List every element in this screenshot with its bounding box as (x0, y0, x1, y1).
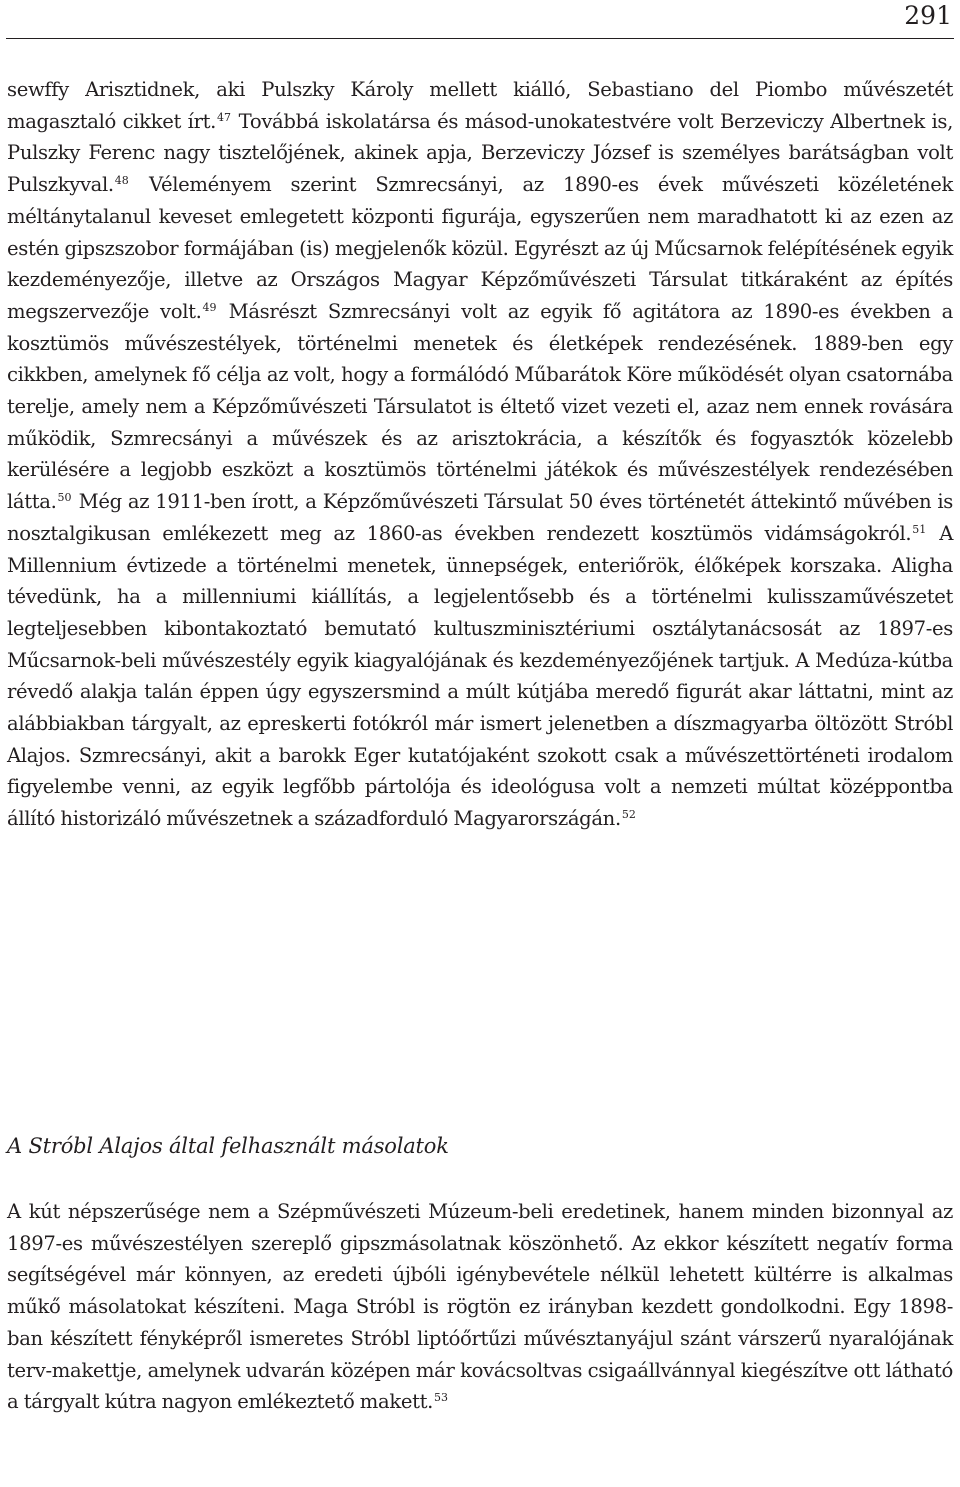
footnote-ref[interactable]: 51 (912, 522, 927, 536)
page-number: 291 (904, 1, 952, 30)
paragraph (7, 1196, 953, 1418)
footnote-ref[interactable]: 52 (621, 808, 636, 822)
footnote-ref[interactable]: 49 (202, 300, 217, 314)
section-heading: A Stróbl Alajos által felhasznált másolatok (7, 1134, 449, 1158)
body-text-block (7, 1196, 953, 1418)
text-run: Véleményem szerint Szmrecsányi, az 1890-es évek művészeti közéletének méltánytalanul keveset emlegetett központi figurája, egyszerűen nem maradhatott ki az ezen az estén gipszszobor formájában (is) megjelenők közül. Egyrészt az új Műcsarnok felépítésének egyik kezdeményezője, illetve az Országos Magyar Képzőművészeti Társulat titkáraként az építés megszervezője volt. (7, 173, 953, 323)
paragraph (7, 74, 953, 835)
header-rule (6, 38, 954, 39)
body-text-block (7, 74, 953, 835)
text-run: Továbbá iskolatársa és másod-unokatestvére volt Berzeviczy Albertnek is, Pulszky Ferenc nagy tisztelőjének, akinek apja, Berzeviczy József is személyes barátságban volt Pulszkyval. (7, 109, 954, 197)
footnote-ref[interactable]: 50 (57, 491, 72, 505)
footnote-ref[interactable]: 48 (114, 174, 129, 188)
footnote-ref[interactable]: 47 (217, 110, 232, 124)
text-run: sewffy Arisztidnek, aki Pulszky Károly mellett kiálló, Sebastiano del Piombo művészetét magasztaló cikket írt. (7, 78, 953, 133)
text-run: A Millennium évtizede a történelmi menetek, ünnepségek, enteriőrök, élőképek korszaka. Aligha tévedünk, ha a millenniumi kiállítás, a legjelentősebb és a történelmi kulisszaművészetet legteljesebben kibontakoztató bemutató kultuszminisztériumi osztálytanácsosát az 1897-es Műcsarnok-beli művészestély egyik kiagyalójának és kezdeményezőjének tartjuk. A Medúza-kútba révedő alakja talán éppen úgy egyszersmind a múlt kútjába meredő figurát akar láttatni, mint az alábbiakban tárgyalt, az epreskerti fotókról már ismert jelenetben a díszmagyarba öltözött Stróbl Alajos. Szmrecsányi, akit a barokk Eger kutatójaként szokott csak a művészettörténeti irodalom figyelembe venni, az egyik legfőbb pártolója és ideológusa volt a nemzeti múltat középpontba állító historizáló művészetnek a századforduló Magyarországán. (7, 521, 953, 831)
text-run: Még az 1911-ben írott, a Képzőművészeti Társulat 50 éves történetét áttekintő művében is nosztalgikusan emlékezett meg az 1860-as években rendezett kosztümös vidámságokról. (7, 490, 953, 545)
text-run: Másrészt Szmrecsányi volt az egyik fő agitátora az 1890-es években a kosztümös művészestélyek, történelmi menetek és életképek rendezésének. 1889-ben egy cikkben, amelynek fő célja az volt, hogy a formálódó Műbarátok Köre működését olyan csatornába terelje, amely nem a Képzőművészeti Társulatot is éltető vizet vezeti el, azaz nem ennek rovására működik, Szmrecsányi a művészek és az arisztokrácia, a készítők és fogyasztók közelebb kerülésére a legjobb eszközt a kosztümös történelmi játékok és művészestélyek rendezésében látta. (7, 299, 953, 514)
text-run: A kút népszerűsége nem a Szépművészeti Múzeum-beli eredetinek, hanem minden bizonnyal az 1897-es művészestélyen szereplő gipszmásolatnak köszönhető. Az ekkor készített negatív forma segítségével már könnyen, az eredeti újbóli igénybevétele nélkül lehetett kültérre is alkalmas műkő másolatokat készíteni. Maga Stróbl is rögtön ez irányban kezdett gondolkodni. Egy 1898-ban készített fényképről ismeretes Stróbl liptóőrtűzi művésztanyájul szánt várszerű nyaralójának terv-makettje, amelynek udvarán középen már kovácsoltvas csigaállvánnyal kiegészítve ott látható a tárgyalt kútra nagyon emlékeztető makett. (7, 1200, 953, 1414)
footnote-ref[interactable]: 53 (434, 1391, 449, 1405)
